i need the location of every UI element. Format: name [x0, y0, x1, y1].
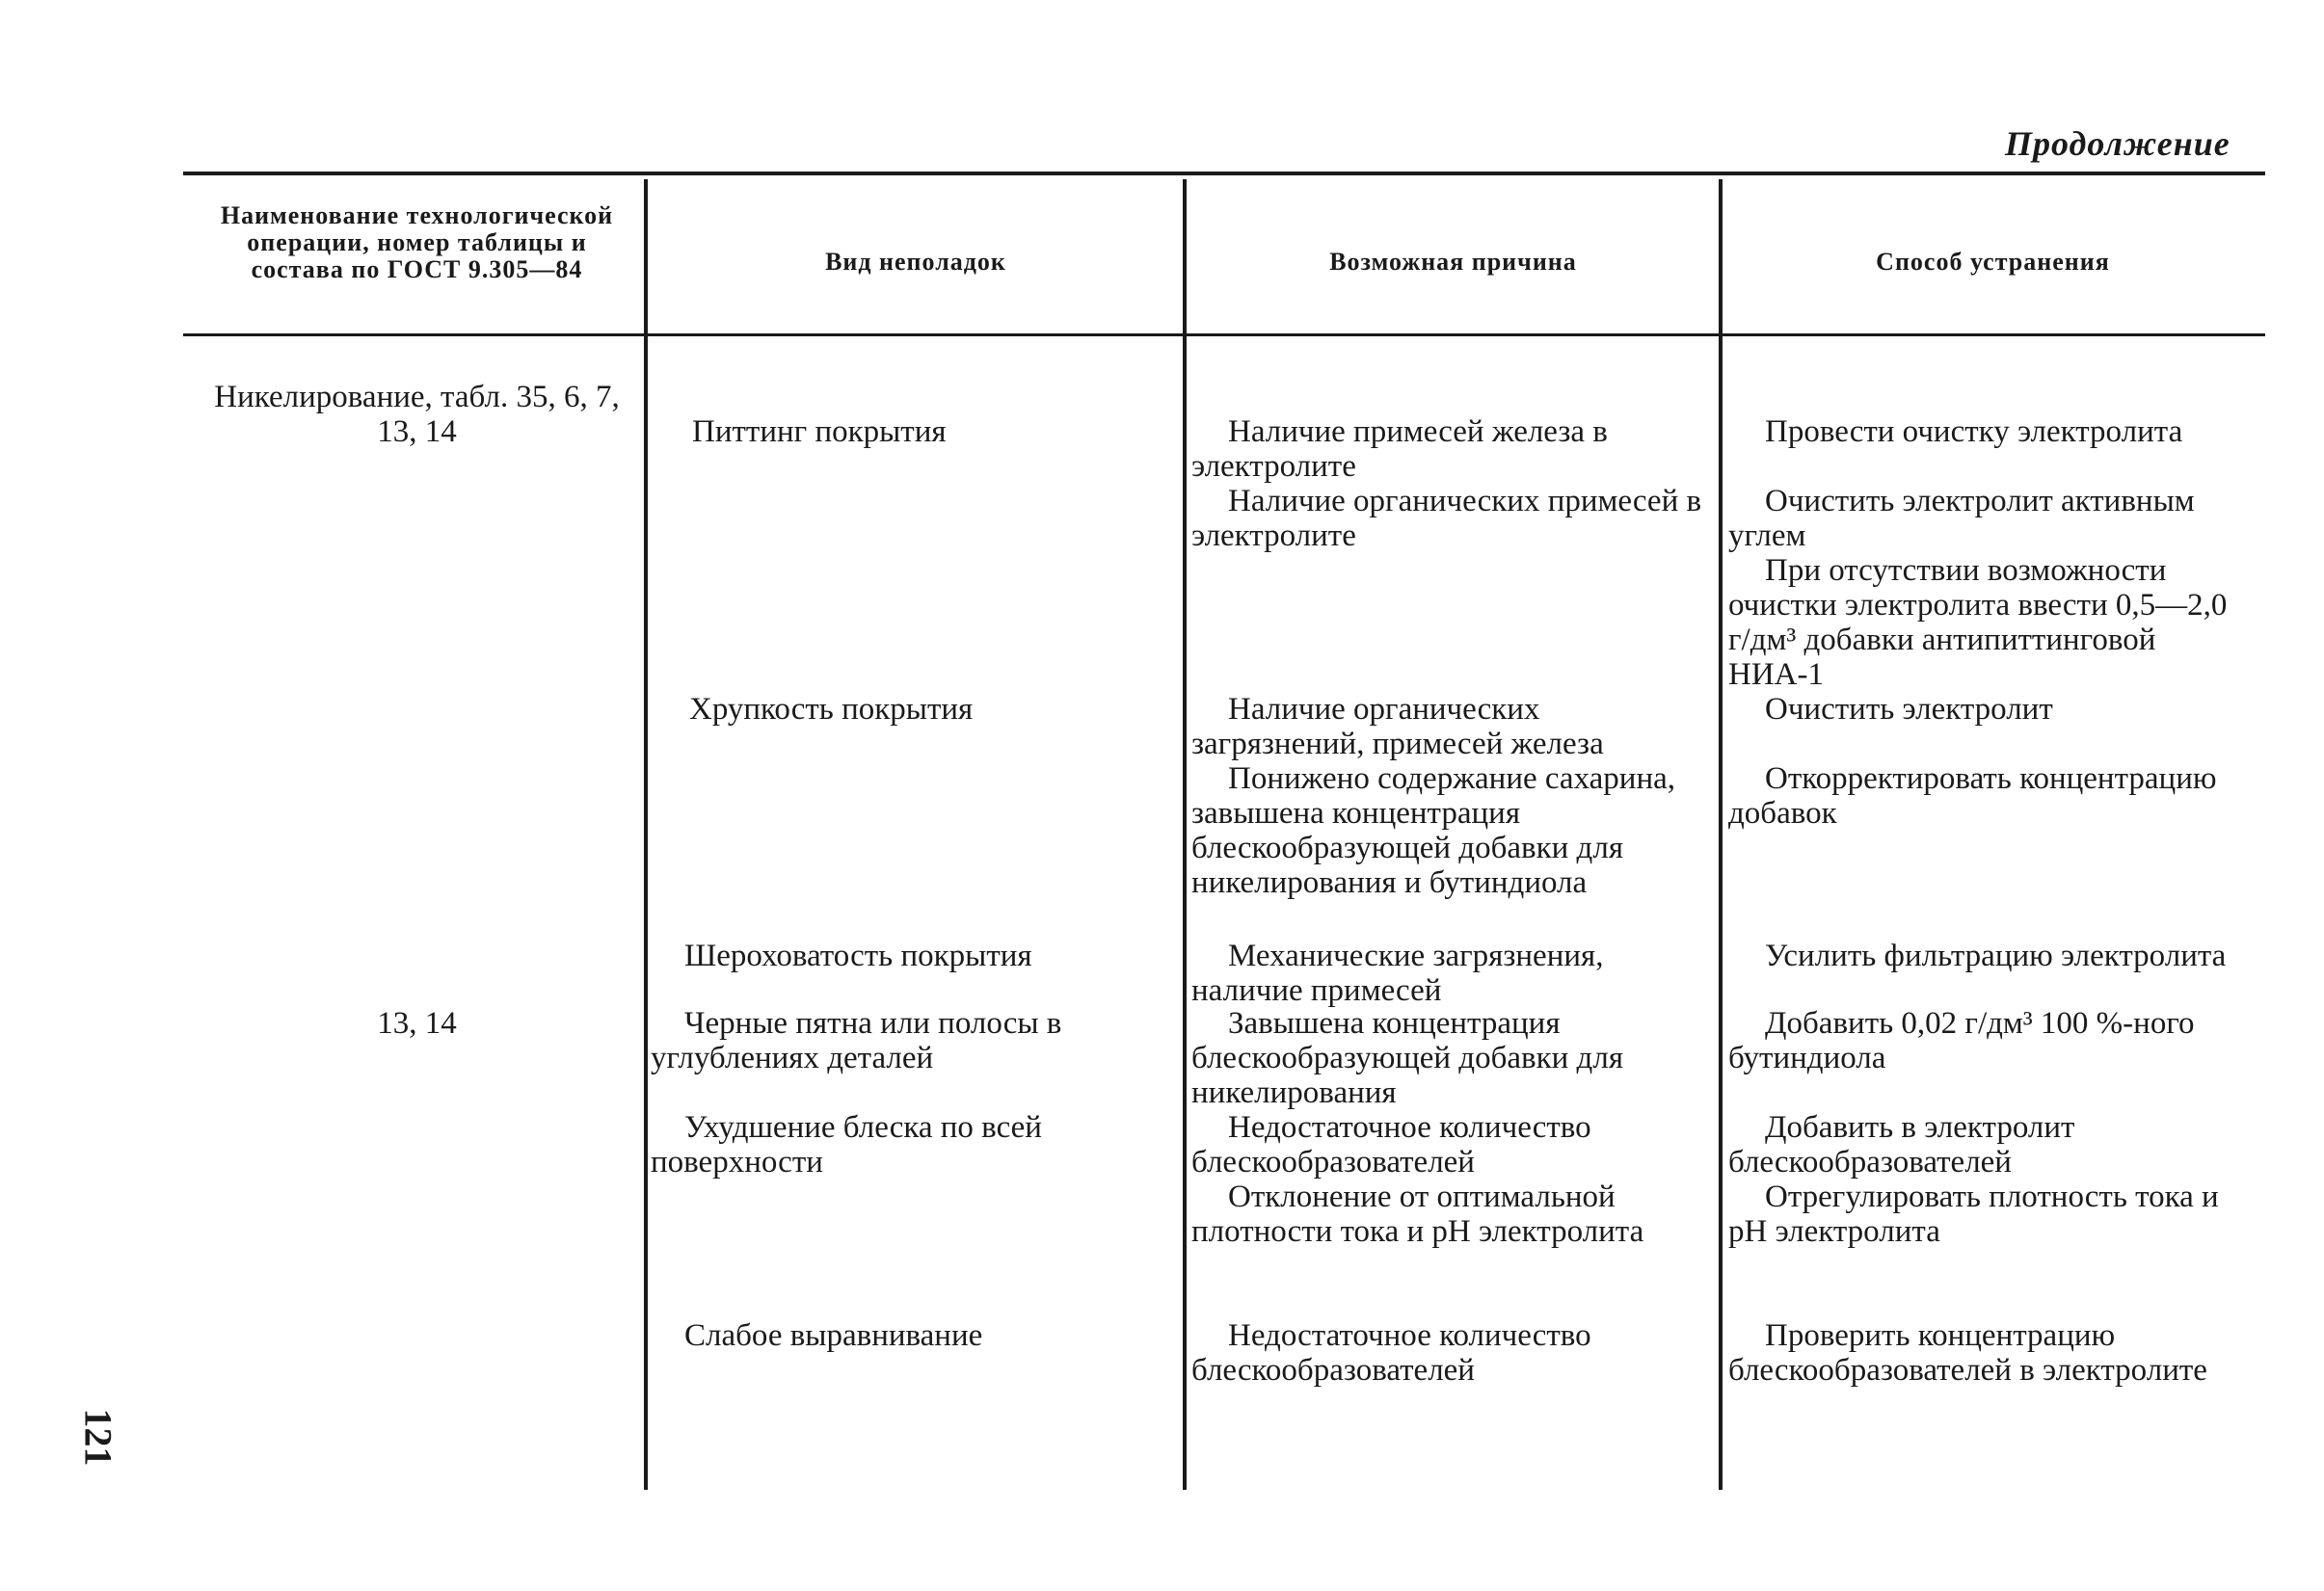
header-possible-cause: Возможная причина — [1329, 248, 1577, 276]
remedy-add-butynediol: Добавить 0,02 г/дм³ 100 %-ного бутиндиола — [1728, 1006, 2195, 1075]
remedy-adjust-additives: Откорректировать концентрацию добавок — [1728, 761, 2217, 831]
remedy-activated-carbon: Очистить электролит активным углем — [1728, 484, 2195, 553]
remedy-improve-filtration: Усилить фильтрацию электролита — [1765, 939, 2227, 973]
remedy-add-nia1: При отсутствии возможности очистки электролита ввести 0,5—2,0 г/дм³ добавки антипиттинговой НИА-1 — [1728, 553, 2228, 692]
defect-pitting: Питтинг покрытия — [692, 414, 947, 449]
column-divider-1 — [644, 179, 648, 1490]
operation-nickel-plating: Никелирование, табл. 35, 6, 7, 13, 14 — [214, 380, 620, 449]
defect-weak-leveling: Слабое выравнивание — [684, 1318, 983, 1353]
defect-roughness: Шероховатость покрытия — [684, 939, 1032, 973]
cause-mechanical-contamination: Механические загрязнения, наличие примесей — [1191, 939, 1604, 1008]
defect-gloss-deterioration: Ухудшение блеска по всей поверхности — [651, 1110, 1042, 1180]
header-operation: Наименование технологической операции, номер таблицы и состава по ГОСТ 9.305—84 — [220, 201, 614, 283]
table-top-rule — [183, 172, 2265, 175]
remedy-clean-electrolyte-2: Очистить электролит — [1765, 692, 2053, 727]
defect-brittleness: Хрупкость покрытия — [689, 692, 974, 727]
defect-black-spots: Черные пятна или полосы в углублениях деталей — [651, 1006, 1062, 1075]
page-number: 121 — [76, 1408, 120, 1467]
cause-insufficient-brighteners-2: Недостаточное количество блескообразователей — [1191, 1318, 1591, 1388]
cause-excess-brightener: Завышена концентрация блескообразующей добавки для никелирования — [1191, 1006, 1623, 1110]
cause-insufficient-brighteners: Недостаточное количество блескообразователей — [1191, 1110, 1591, 1180]
remedy-add-brighteners: Добавить в электролит блескообразователей — [1728, 1110, 2075, 1180]
column-divider-3 — [1719, 179, 1723, 1490]
cause-current-density-ph: Отклонение от оптимальной плотности тока и pH электролита — [1191, 1180, 1644, 1249]
column-divider-2 — [1183, 179, 1187, 1490]
cause-organic-impurities: Наличие органических примесей в электролите — [1191, 484, 1702, 553]
header-defect-type: Вид неполадок — [825, 248, 1006, 276]
operation-tables-13-14: 13, 14 — [377, 1006, 457, 1041]
remedy-clean-electrolyte: Провести очистку электролита — [1765, 414, 2183, 449]
header-bottom-rule — [183, 333, 2265, 336]
cause-iron-impurities: Наличие примесей железа в электролите — [1191, 414, 1608, 484]
cause-low-saccharin: Понижено содержание сахарина, завышена концентрация блескообразующей добавки для никелирования и бутиндиола — [1191, 761, 1675, 900]
remedy-check-brighteners: Проверить концентрацию блескообразователей в электролите — [1728, 1318, 2207, 1388]
continuation-label: Продолжение — [2005, 124, 2231, 163]
header-remedy: Способ устранения — [1876, 248, 2110, 276]
remedy-adjust-current-ph: Отрегулировать плотность тока и pH электролита — [1728, 1180, 2219, 1249]
cause-organic-contamination: Наличие органических загрязнений, примесей железа — [1191, 692, 1604, 761]
